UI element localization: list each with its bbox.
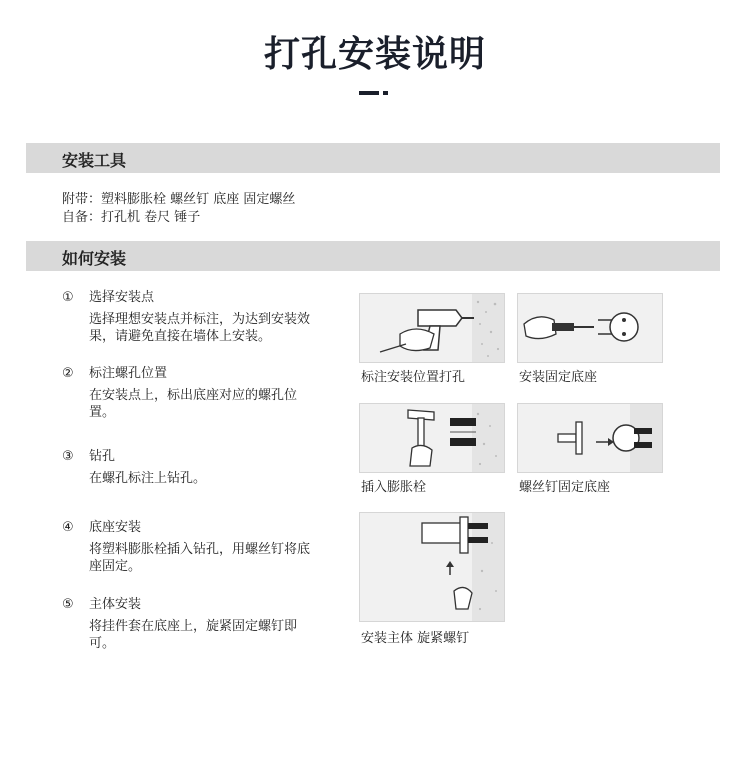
tools-self-provided: 自备：打孔机 卷尺 锤子 <box>62 210 201 225</box>
step-number: ② <box>62 366 74 381</box>
illustration-mount-body <box>359 512 505 622</box>
step-title: 标注螺孔位置 <box>89 366 168 381</box>
step-title: 钻孔 <box>89 449 116 464</box>
step-number: ⑤ <box>62 597 74 612</box>
step-title: 底座安装 <box>89 520 142 535</box>
screw-base-icon <box>518 404 662 472</box>
step-number: ③ <box>62 449 74 464</box>
drill-wall-icon <box>360 294 504 362</box>
illustration-hammer <box>359 403 505 473</box>
screwdriver-base-icon <box>518 294 662 362</box>
step-description: 将挂件套在底座上，旋紧固定螺钉即可。 <box>89 619 298 651</box>
step-description: 在安装点上，标出底座对应的螺孔位置。 <box>89 388 298 420</box>
illustration-screwdriver <box>517 293 663 363</box>
caption-mount-body: 安装主体 旋紧螺钉 <box>361 631 470 646</box>
caption-drill: 标注安装位置打孔 <box>361 370 466 385</box>
step-description: 将塑料膨胀栓插入钻孔，用螺丝钉将底座固定。 <box>89 542 311 574</box>
tools-included: 附带：塑料膨胀栓 螺丝钉 底座 固定螺丝 <box>62 192 296 207</box>
step-description: 选择理想安装点并标注，为达到安装效果，请避免直接在墙体上安装。 <box>89 312 311 344</box>
step-title: 主体安装 <box>89 597 142 612</box>
section-header-install <box>26 241 720 271</box>
step-number: ① <box>62 290 74 305</box>
step-number: ④ <box>62 520 74 535</box>
section-title-tools: 安装工具 <box>62 151 127 170</box>
illustration-screw-base <box>517 403 663 473</box>
mount-body-icon <box>360 513 504 621</box>
title-dot <box>383 91 388 95</box>
caption-screw-base: 螺丝钉固定底座 <box>519 480 611 495</box>
section-header-tools <box>26 143 720 173</box>
caption-hammer: 插入膨胀栓 <box>361 480 427 495</box>
step-title: 选择安装点 <box>89 290 155 305</box>
illustration-drill <box>359 293 505 363</box>
section-title-install: 如何安装 <box>62 249 127 268</box>
hammer-anchor-icon <box>360 404 504 472</box>
title-dash <box>359 91 379 95</box>
step-description: 在螺孔标注上钻孔。 <box>89 471 207 486</box>
page-title: 打孔安装说明 <box>263 34 486 75</box>
caption-screwdriver: 安装固定底座 <box>519 370 598 385</box>
